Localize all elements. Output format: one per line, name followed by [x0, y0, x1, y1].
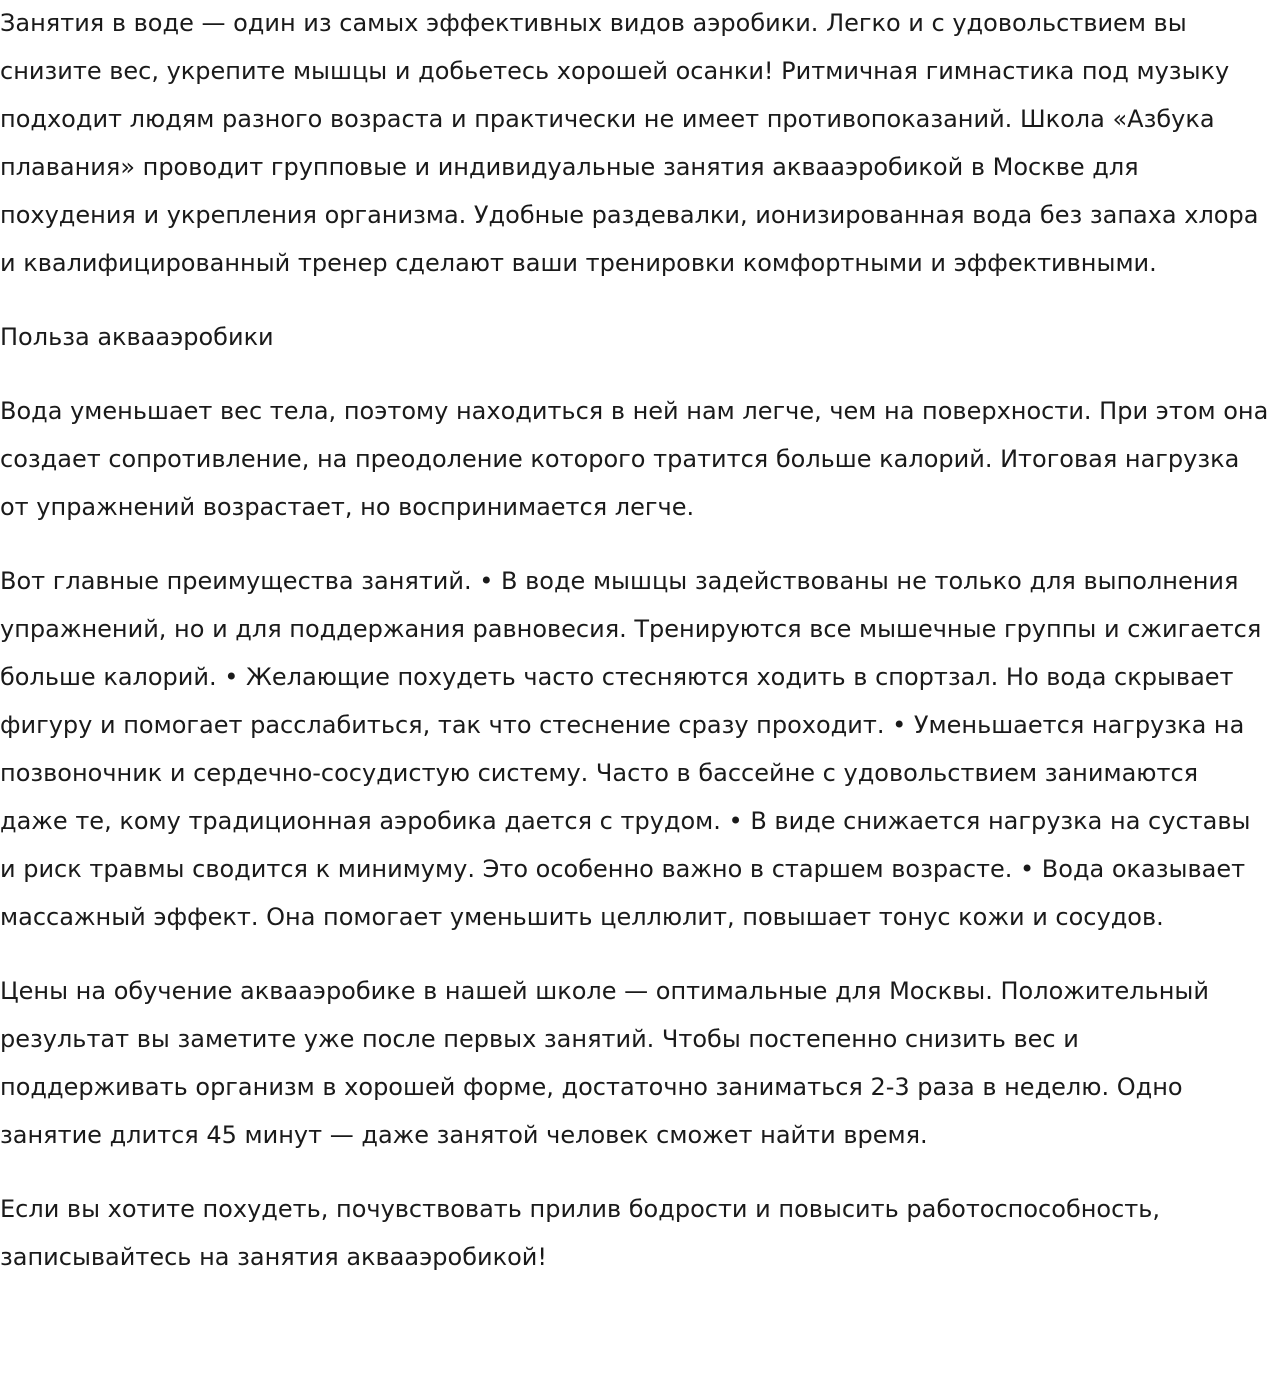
prices-paragraph: Цены на обучение аквааэробике в нашей школе — оптимальные для Москвы. Положительный результат вы заметите уже после первых занятий. Чтобы постепенно снизить вес и поддерживать организм в хорошей форме, достаточно заниматься 2-3 раза в неделю. Одно занятие длится 45 минут — даже занятой человек сможет найти время. — [0, 977, 1209, 1149]
call-to-action-paragraph: Если вы хотите похудеть, почувствовать прилив бодрости и повысить работоспособность, записывайтесь на занятия аквааэробикой! — [0, 1195, 1161, 1271]
intro-paragraph: Занятия в воде — один из самых эффективных видов аэробики. Легко и с удовольствием вы снизите вес, укрепите мышцы и добьетесь хорошей осанки! Ритмичная гимнастика под музыку подходит людям разного возраста и практически не имеет противопоказаний. Школа «Азбука плавания» проводит групповые и индивидуальные занятия аквааэробикой в Москве для похудения и укрепления организма. Удобные раздевалки, ионизированная вода без запаха хлора и квалифицированный тренер сделают ваши тренировки комфортными и эффективными. — [0, 9, 1259, 277]
benefits-paragraph: Вот главные преимущества занятий. • В воде мышцы задействованы не только для выполнения упражнений, но и для поддержания равновесия. Тренируются все мышечные группы и сжигается больше калорий. • Желающие похудеть часто стесняются ходить в спортзал. Но вода скрывает фигуру и помогает расслабиться, так что стеснение сразу проходит. • Уменьшается нагрузка на позвоночник и сердечно-сосудистую систему. Часто в бассейне с удовольствием занимаются даже те, кому традиционная аэробика дается с трудом. • В виде снижается нагрузка на суставы и риск травмы сводится к минимуму. Это особенно важно в старшем возрасте. • Вода оказывает массажный эффект. Она помогает уменьшить целлюлит, повышает тонус кожи и сосудов. — [0, 567, 1262, 931]
body-weight-paragraph: Вода уменьшает вес тела, поэтому находиться в ней нам легче, чем на поверхности. При этом она создает сопротивление, на преодоление которого тратится больше калорий. Итоговая нагрузка от упражнений возрастает, но воспринимается легче. — [0, 397, 1269, 521]
section-heading: Польза аквааэробики — [0, 323, 274, 351]
